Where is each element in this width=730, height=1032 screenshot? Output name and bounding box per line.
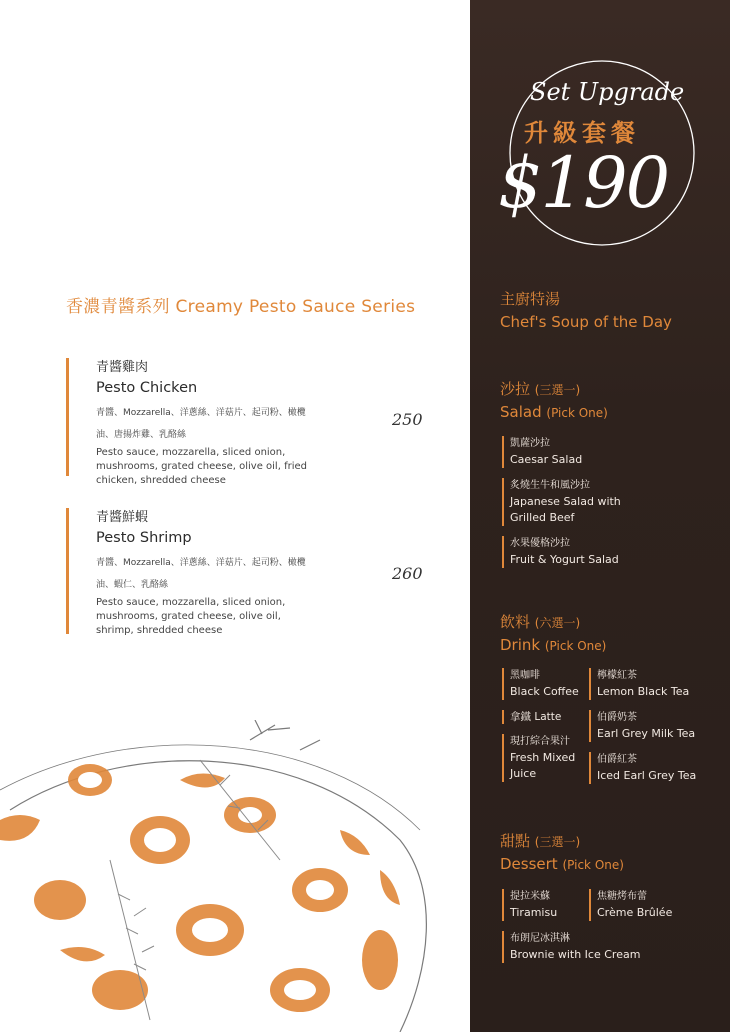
drink-title-en — [500, 636, 606, 654]
drink-zh-note: (六選一) — [534, 616, 581, 630]
item-desc-zh: 青醬、Mozzarella、洋蔥絲、洋菇片、起司粉、橄欖油、蝦仁、乳酪絲 — [96, 558, 306, 590]
option-en: Earl Grey Milk Tea — [597, 727, 696, 740]
option-zh: 伯爵奶茶 — [597, 712, 637, 723]
menu-item-pesto-chicken — [66, 358, 316, 486]
option-zh: 炙燒生牛和風沙拉 — [510, 480, 590, 491]
drink-en: Drink — [500, 636, 541, 654]
item-desc-en: Pesto sauce, mozzarella, sliced onion, mushrooms, grated cheese, olive oil, shrimp, shredded cheese — [96, 597, 286, 636]
option-en: Lemon Black Tea — [597, 685, 690, 698]
option-zh: 凱薩沙拉 — [510, 438, 550, 449]
option-zh: 提拉米蘇 — [510, 891, 550, 902]
drink-title-zh — [500, 611, 580, 632]
option-en: Caesar Salad — [510, 453, 583, 466]
item-price: 250 — [392, 410, 423, 429]
dessert-en-note: (Pick One) — [562, 858, 624, 872]
drink-option — [589, 710, 695, 742]
dessert-title-en — [500, 855, 624, 873]
set-upgrade-panel — [470, 0, 730, 1032]
option-en: Japanese Salad with Grilled Beef — [510, 495, 621, 524]
item-desc-zh: 青醬、Mozzarella、洋蔥絲、洋菇片、起司粉、橄欖油、唐揚炸雞、乳酪絲 — [96, 408, 306, 440]
option-zh: 水果優格沙拉 — [510, 538, 570, 549]
option-en: Black Coffee — [510, 685, 579, 698]
salad-option — [502, 478, 632, 526]
option-en: Crème Brûlée — [597, 906, 673, 919]
item-name-en: Pesto Shrimp — [96, 530, 192, 546]
salad-option — [502, 536, 619, 568]
dessert-option — [502, 931, 640, 963]
salad-zh: 沙拉 — [500, 380, 531, 398]
menu-item-pesto-shrimp — [66, 508, 316, 634]
option-zh: 布朗尼冰淇淋 — [510, 933, 570, 944]
item-desc-en: Pesto sauce, mozzarella, sliced onion, mushrooms, grated cheese, olive oil, fried chicken, shredded cheese — [96, 447, 307, 486]
option-en: Fresh Mixed Juice — [510, 751, 576, 780]
pizza-illustration — [0, 720, 470, 1032]
series-title: 香濃青醬系列 Creamy Pesto Sauce Series — [66, 297, 416, 317]
salad-title-zh — [500, 378, 580, 399]
option-zh: 伯爵紅茶 — [597, 754, 637, 765]
dessert-zh-note: (三選一) — [534, 835, 581, 849]
option-zh: 拿鐵 — [510, 711, 531, 723]
dessert-en: Dessert — [500, 855, 558, 873]
salad-en-note: (Pick One) — [546, 406, 608, 420]
option-zh: 焦糖烤布蕾 — [597, 891, 647, 902]
option-en: Latte — [534, 711, 562, 723]
option-zh: 現打綜合果汁 — [510, 736, 570, 747]
drink-option — [589, 668, 689, 700]
option-en: Brownie with Ice Cream — [510, 948, 641, 961]
item-name-en: Pesto Chicken — [96, 380, 198, 396]
salad-en: Salad — [500, 403, 542, 421]
soup-title-en: Chef's Soup of the Day — [500, 313, 672, 331]
upgrade-script-title: Set Upgrade — [530, 78, 685, 106]
drink-zh: 飲料 — [500, 613, 531, 631]
option-en: Iced Earl Grey Tea — [597, 769, 697, 782]
salad-zh-note: (三選一) — [534, 383, 581, 397]
dessert-option — [589, 889, 672, 921]
drink-option — [502, 734, 582, 782]
option-en: Tiramisu — [510, 906, 558, 919]
item-name-zh: 青醬雞肉 — [96, 360, 149, 375]
salad-option — [502, 436, 582, 468]
salad-title-en — [500, 403, 608, 421]
item-name-zh: 青醬鮮蝦 — [96, 510, 149, 525]
dessert-option — [502, 889, 557, 921]
dessert-zh: 甜點 — [500, 832, 531, 850]
option-en: Fruit & Yogurt Salad — [510, 553, 619, 566]
upgrade-price: $190 — [498, 142, 669, 224]
option-zh: 檸檬紅茶 — [597, 670, 637, 681]
option-zh: 黑咖啡 — [510, 670, 540, 681]
drink-option — [589, 752, 696, 784]
drink-option — [502, 710, 561, 724]
item-price: 260 — [392, 564, 423, 583]
dessert-title-zh — [500, 830, 580, 851]
upgrade-title-zh: 升級套餐 — [524, 119, 640, 147]
soup-title-zh: 主廚特湯 — [500, 290, 561, 308]
drink-en-note: (Pick One) — [544, 639, 607, 653]
drink-option — [502, 668, 579, 700]
